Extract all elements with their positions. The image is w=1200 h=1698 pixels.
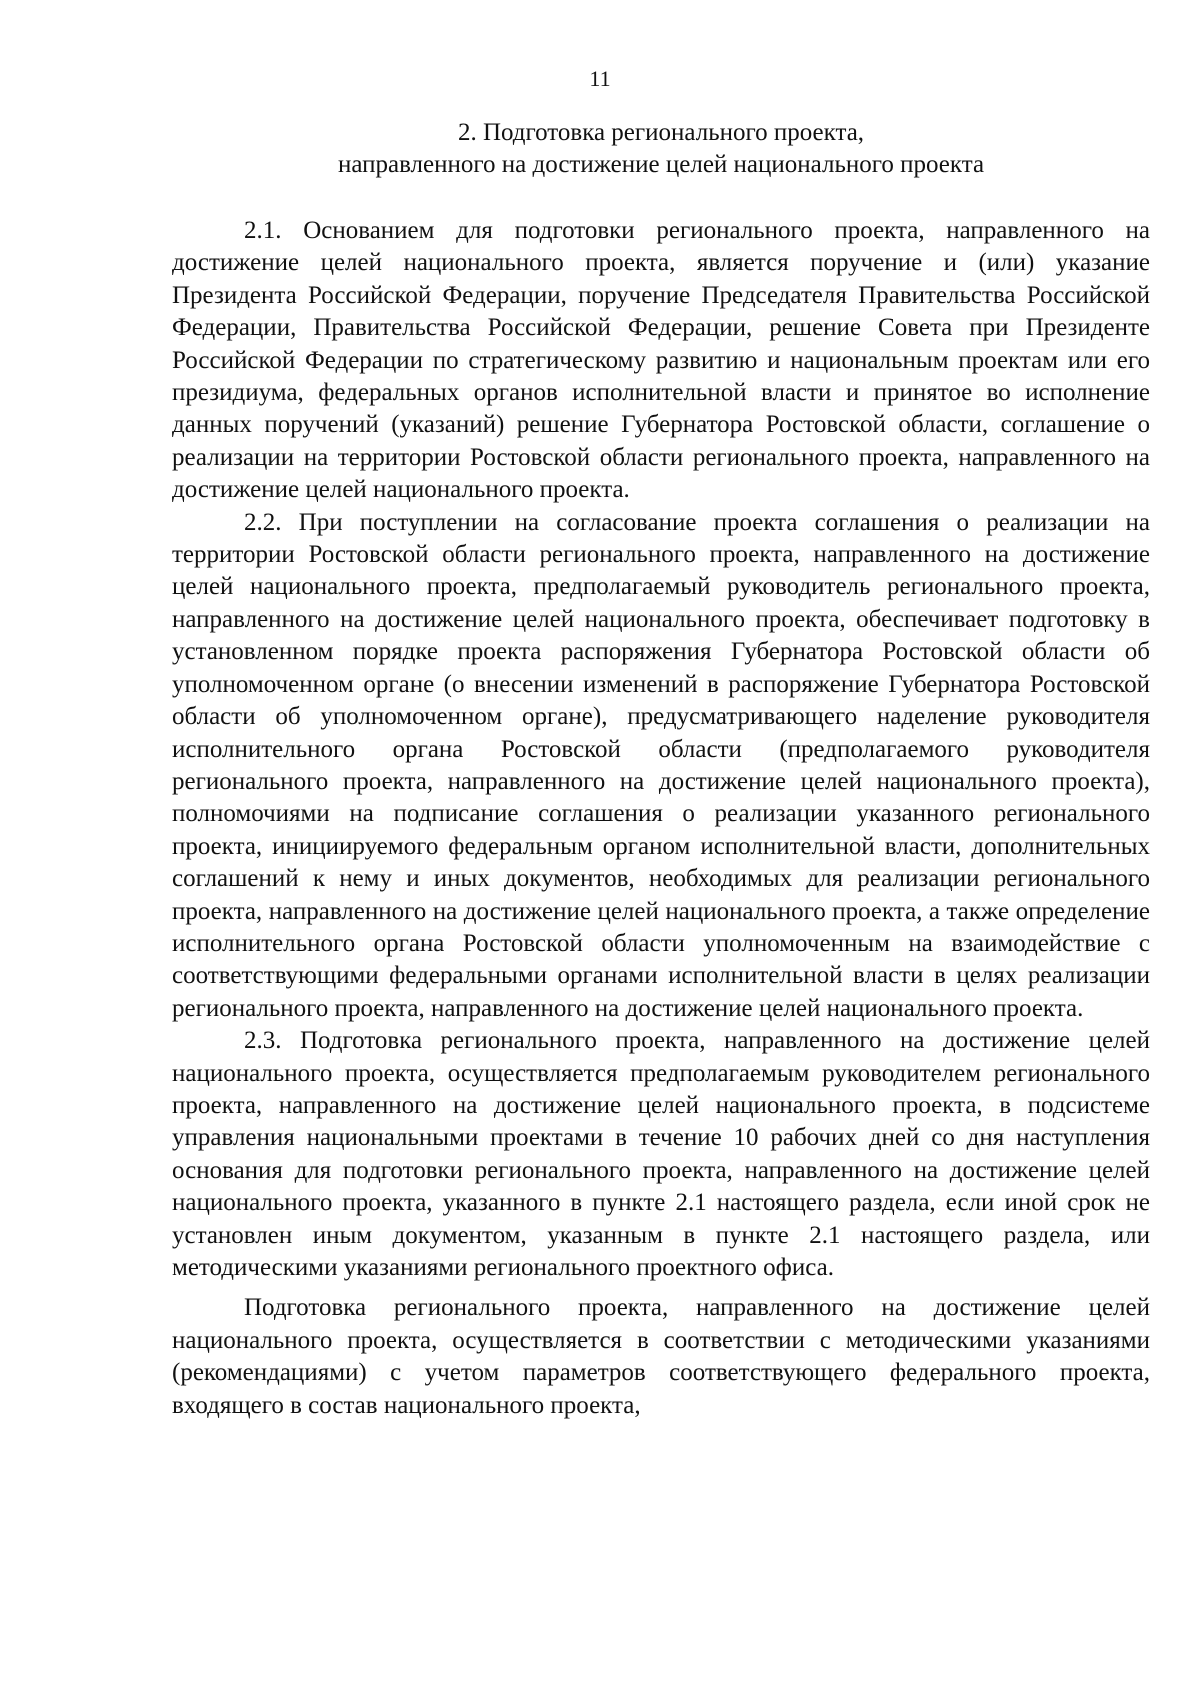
section-heading — [172, 117, 1150, 181]
paragraph-2-1: 2.1. Основанием для подготовки регионального проекта, направленного на достижение целей национального проекта, является поручение и (или) указание Президента Российской Федерации, поручение Председателя Правительства Российской Федерации, Правительства Российской Федерации, решение Совета при Президенте Российской Федерации по стратегическому развитию и национальным проектам или его президиума, федеральных органов исполнительной власти и принятое во исполнение данных поручений (указаний) решение Губернатора Ростовской области, соглашение о реализации на территории Ростовской области регионального проекта, направленного на достижение целей национального проекта. — [172, 217, 1150, 504]
paragraph-2-2: 2.2. При поступлении на согласование проекта соглашения о реализации на территории Ростовской области регионального проекта, направленного на достижение целей национального проекта, предполагаемый руководитель регионального проекта, направленного на достижение целей национального проекта, обеспечивает подготовку в установленном порядке проекта распоряжения Губернатора Ростовской области об уполномоченном органе (о внесении изменений в распоряжение Губернатора Ростовской области об уполномоченном органе), предусматривающего наделение руководителя исполнительного органа Ростовской области (предполагаемого руководителя регионального проекта, направленного на достижение целей национального проекта), полномочиями на подписание соглашения о реализации указанного регионального проекта, инициируемого федеральным органом исполнительной власти, дополнительных соглашений к нему и иных документов, необходимых для реализации регионального проекта, направленного на достижение целей национального проекта, а также определение исполнительного органа Ростовской области уполномоченным на взаимодействие с соответствующими федеральными органами исполнительной власти в целях реализации регионального проекта, направленного на достижение целей национального проекта. — [172, 508, 1150, 1022]
paragraph-2-3: 2.3. Подготовка регионального проекта, направленного на достижение целей национального проекта, осуществляется предполагаемым руководителем регионального проекта, направленного на достижение целей национального проекта, в подсистеме управления национальными проектами в течение 10 рабочих дней со дня наступления основания для подготовки регионального проекта, направленного на достижение целей национального проекта, указанного в пункте 2.1 настоящего раздела, если иной срок не установлен иным документом, указанным в пункте 2.1 настоящего раздела, или методическими указаниями регионального проектного офиса. — [172, 1027, 1150, 1281]
paragraph-preparation: Подготовка регионального проекта, направленного на достижение целей национального проекта, осуществляется в соответствии с методическими указаниями (рекомендациями) с учетом параметров соответствующего федерального проекта, входящего в состав национального проекта, — [172, 1294, 1150, 1419]
section-heading-line-2: направленного на достижение целей национального проекта — [337, 151, 985, 178]
page-number: 11 — [589, 66, 611, 91]
body-text — [172, 215, 1150, 1422]
section-heading-line-1: 2. Подготовка регионального проекта, — [457, 119, 865, 146]
